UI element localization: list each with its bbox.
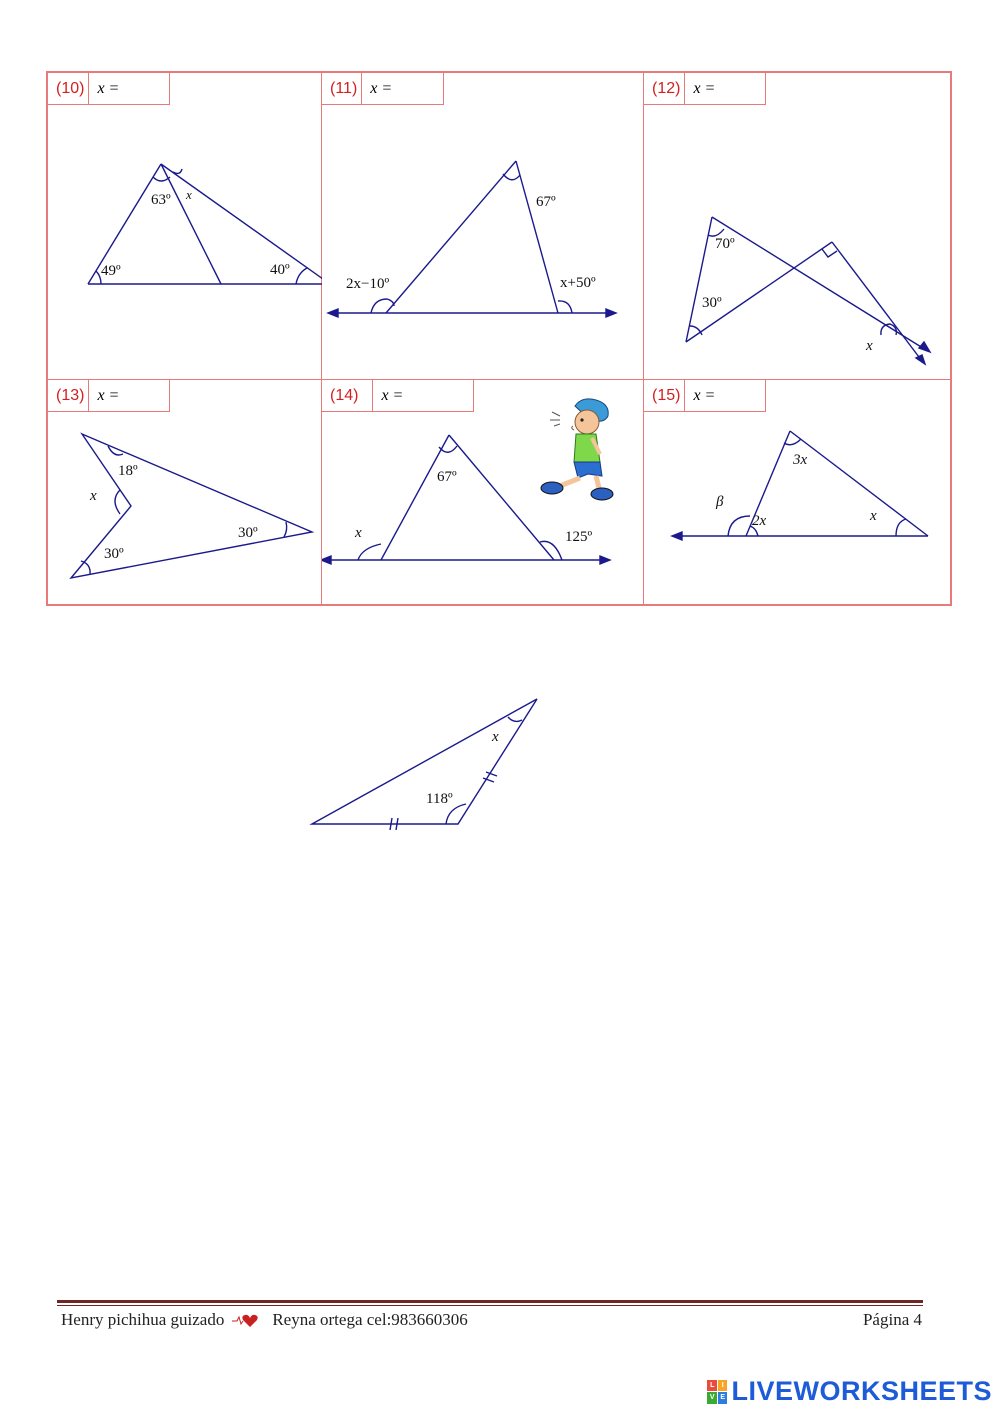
answer-label: x = [89,79,153,98]
angle-label: 63º [151,192,171,208]
angle-label: x [492,729,499,745]
liveworksheets-icon: L I V E [707,1380,727,1404]
angle-label: x [355,525,362,541]
triangle-figure [644,73,950,380]
problem-number: (13) [48,380,89,411]
isosceles-triangle-figure [300,690,560,840]
angle-label: 18º [118,463,138,479]
angle-label: 2x−10º [346,276,390,292]
answer-label: x = [373,386,437,405]
angle-label: 30º [702,295,722,311]
answer-label: x = [685,79,749,98]
problem-number: (10) [48,73,89,104]
page-number: Página 4 [862,1310,922,1329]
problem-13 [48,380,322,604]
angle-label: β [716,494,724,510]
triangle-figure [322,380,644,604]
angle-label: 70º [715,236,735,252]
angle-label: 49º [101,263,121,279]
problem-number: (11) [322,73,362,104]
angle-label: 40º [270,262,290,278]
triangle-figure [322,73,644,380]
angle-label: x [186,187,192,202]
angle-label: 30º [238,525,258,541]
walking-boy-illustration [541,399,613,500]
problem-14 [322,380,644,604]
angle-label: 2x [752,513,767,529]
angle-label: x [866,338,873,354]
heartbeat-heart-icon [232,1312,258,1328]
problem-12 [644,73,950,380]
footer-credits [61,1310,468,1330]
footer-rule [57,1300,923,1303]
footer-contact: Reyna ortega cel:983660306 [272,1310,468,1329]
angle-label: 67º [437,469,457,485]
arrowhead-figure [48,380,322,604]
answer-label: x = [685,386,749,405]
angle-label: x [870,508,877,524]
triangle-figure [48,73,322,380]
angle-label: 30º [104,546,124,562]
footer-rule [57,1305,923,1306]
angle-label: 125º [565,529,593,545]
angle-label: 67º [536,194,556,210]
liveworksheets-wordmark: LIVEWORKSHEETS [731,1376,992,1406]
problem-number: (12) [644,73,685,104]
exercise-grid [46,71,952,606]
problem-number: (14) [322,380,373,411]
angle-label: x [90,488,97,504]
problem-number: (15) [644,380,685,411]
footer-author: Henry pichihua guizado [61,1310,225,1329]
problem-15 [644,380,950,604]
triangle-figure [644,380,950,604]
liveworksheets-logo[interactable] [707,1376,992,1407]
problem-10 [48,73,322,380]
angle-label: x+50º [560,275,596,291]
angle-label: 118º [426,791,453,807]
answer-label: x = [362,79,426,98]
angle-label: 3x [793,452,808,468]
problem-11 [322,73,644,380]
answer-label: x = [89,386,153,405]
